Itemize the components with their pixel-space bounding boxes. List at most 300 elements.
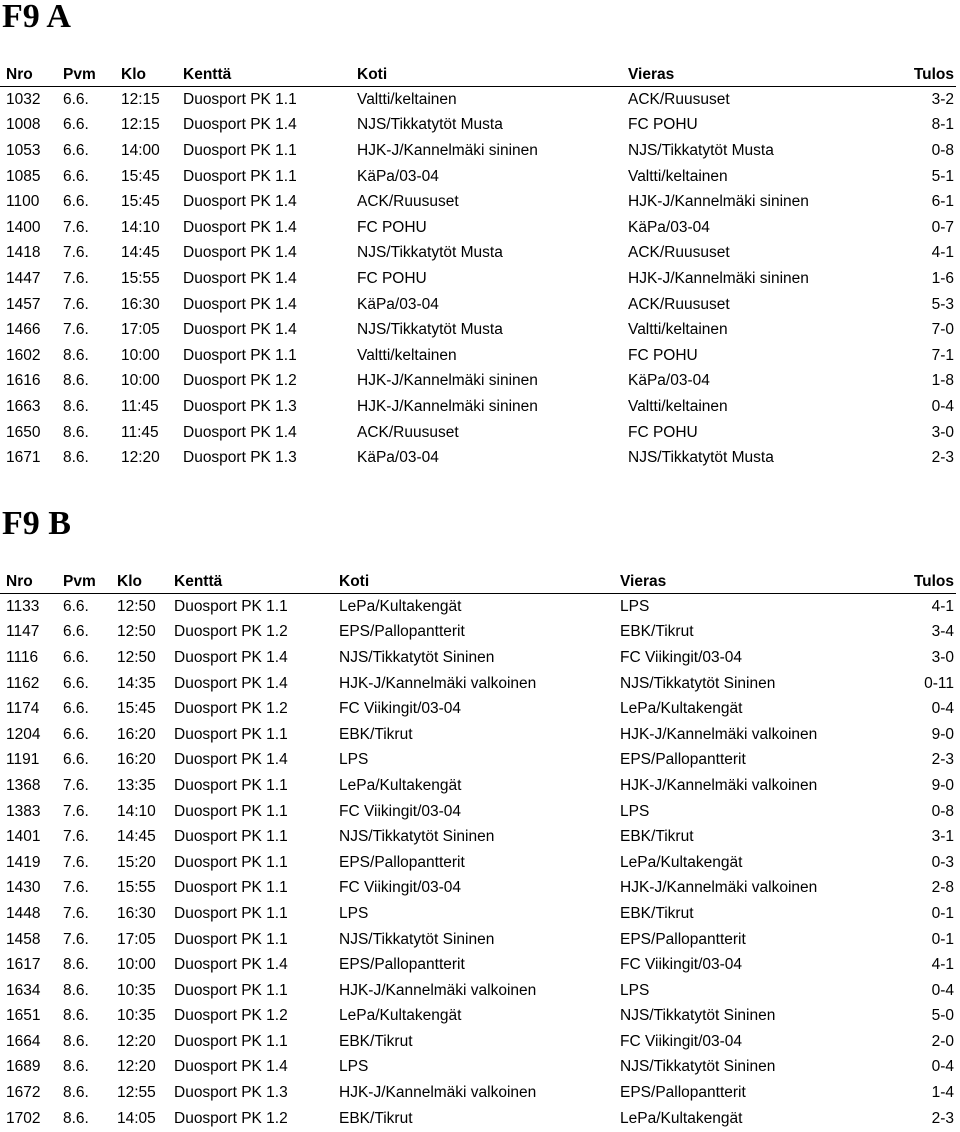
cell-klo: 11:45 (121, 397, 159, 415)
column-header-kentta: Kenttä (177, 63, 351, 87)
cell-klo: 15:20 (117, 853, 156, 871)
cell-klo: 12:50 (117, 623, 156, 641)
cell-vieras: FC POHU (628, 116, 698, 134)
cell-kentta: Duosport PK 1.1 (174, 904, 288, 922)
cell-klo: 16:30 (121, 295, 160, 313)
table-row (0, 215, 956, 241)
column-header-vieras: Vieras (614, 570, 894, 594)
cell-pvm: 8.6. (63, 1058, 89, 1076)
cell-nro: 1116 (6, 648, 39, 666)
cell-vieras: NJS/Tikkatytöt Musta (628, 141, 774, 159)
schedule-table-f9a (0, 63, 956, 471)
cell-vieras: HJK-J/Kannelmäki sininen (628, 269, 809, 287)
cell-kentta: Duosport PK 1.4 (183, 116, 297, 134)
cell-koti: NJS/Tikkatytöt Sininen (339, 648, 495, 666)
table-row (0, 343, 956, 369)
cell-koti: FC Viikingit/03-04 (339, 802, 462, 820)
cell-kentta: Duosport PK 1.1 (174, 776, 288, 794)
cell-klo: 12:15 (121, 90, 160, 108)
cell-kentta: Duosport PK 1.4 (174, 648, 288, 666)
cell-pvm: 7.6. (63, 295, 89, 313)
cell-kentta: Duosport PK 1.1 (174, 853, 288, 871)
cell-kentta: Duosport PK 1.2 (174, 700, 288, 718)
cell-koti: LePa/Kultakengät (339, 597, 462, 615)
column-header-nro: Nro (0, 63, 57, 87)
table-row (0, 1106, 956, 1132)
cell-vieras: NJS/Tikkatytöt Sininen (620, 674, 776, 692)
cell-vieras: KäPa/03-04 (628, 218, 710, 236)
cell-koti: HJK-J/Kannelmäki valkoinen (339, 674, 537, 692)
cell-kentta: Duosport PK 1.1 (174, 1032, 288, 1050)
cell-klo: 14:45 (117, 828, 156, 846)
cell-pvm: 6.6. (63, 597, 89, 615)
cell-tulos: 6-1 (931, 193, 954, 211)
cell-vieras: Valtti/keltainen (628, 321, 728, 339)
cell-kentta: Duosport PK 1.4 (183, 193, 297, 211)
cell-koti: HJK-J/Kannelmäki sininen (357, 141, 538, 159)
cell-koti: FC POHU (357, 218, 427, 236)
table-row (0, 671, 956, 697)
cell-nro: 1663 (6, 397, 41, 415)
table-row (0, 773, 956, 799)
cell-vieras: EBK/Tikrut (620, 904, 694, 922)
cell-kentta: Duosport PK 1.1 (174, 725, 288, 743)
cell-kentta: Duosport PK 1.1 (174, 828, 288, 846)
table-row (0, 927, 956, 953)
cell-tulos: 1-4 (931, 1084, 954, 1102)
cell-pvm: 6.6. (63, 193, 89, 211)
cell-tulos: 2-8 (931, 879, 954, 897)
cell-tulos: 0-4 (931, 1058, 954, 1076)
cell-kentta: Duosport PK 1.1 (174, 597, 288, 615)
cell-tulos: 2-3 (931, 449, 954, 467)
cell-tulos: 2-0 (931, 1032, 954, 1050)
cell-tulos: 3-0 (931, 648, 954, 666)
cell-klo: 10:35 (117, 1007, 156, 1025)
cell-vieras: KäPa/03-04 (628, 372, 710, 390)
cell-koti: EBK/Tikrut (339, 1109, 413, 1127)
cell-pvm: 6.6. (63, 116, 89, 134)
cell-koti: LePa/Kultakengät (339, 776, 462, 794)
cell-klo: 14:00 (121, 141, 160, 159)
cell-klo: 15:55 (117, 879, 156, 897)
cell-pvm: 7.6. (63, 904, 89, 922)
cell-pvm: 6.6. (63, 725, 89, 743)
cell-pvm: 8.6. (63, 1032, 89, 1050)
cell-koti: EPS/Pallopantterit (339, 956, 465, 974)
cell-pvm: 7.6. (63, 828, 89, 846)
table-row (0, 1055, 956, 1081)
cell-kentta: Duosport PK 1.2 (174, 623, 288, 641)
cell-kentta: Duosport PK 1.1 (174, 879, 288, 897)
cell-kentta: Duosport PK 1.4 (174, 751, 288, 769)
cell-tulos: 4-1 (931, 597, 954, 615)
table-row (0, 799, 956, 825)
cell-nro: 1032 (6, 90, 41, 108)
cell-kentta: Duosport PK 1.1 (174, 981, 288, 999)
cell-pvm: 8.6. (63, 1007, 89, 1025)
section-title-f9b: F9 B (2, 505, 71, 542)
cell-kentta: Duosport PK 1.4 (183, 244, 297, 262)
cell-pvm: 7.6. (63, 321, 89, 339)
cell-pvm: 8.6. (63, 449, 89, 467)
cell-klo: 15:55 (121, 269, 160, 287)
cell-nro: 1401 (6, 828, 41, 846)
cell-tulos: 5-0 (931, 1007, 954, 1025)
cell-nro: 1008 (6, 116, 41, 134)
cell-tulos: 0-8 (931, 141, 954, 159)
cell-nro: 1616 (6, 372, 41, 390)
cell-koti: Valtti/keltainen (357, 346, 457, 364)
cell-nro: 1400 (6, 218, 41, 236)
cell-nro: 1602 (6, 346, 41, 364)
cell-klo: 11:45 (121, 423, 159, 441)
table-row (0, 978, 956, 1004)
cell-koti: KäPa/03-04 (357, 167, 439, 185)
cell-pvm: 8.6. (63, 956, 89, 974)
table-row (0, 1004, 956, 1030)
cell-nro: 1100 (6, 193, 40, 211)
cell-pvm: 8.6. (63, 372, 89, 390)
cell-klo: 17:05 (121, 321, 160, 339)
cell-vieras: LePa/Kultakengät (620, 700, 743, 718)
cell-klo: 16:20 (117, 751, 156, 769)
cell-koti: EBK/Tikrut (339, 725, 413, 743)
cell-pvm: 7.6. (63, 930, 89, 948)
cell-kentta: Duosport PK 1.4 (183, 321, 297, 339)
column-header-kentta: Kenttä (168, 570, 333, 594)
cell-koti: LPS (339, 751, 369, 769)
cell-koti: HJK-J/Kannelmäki sininen (357, 372, 538, 390)
column-header-koti: Koti (333, 570, 614, 594)
table-row (0, 1080, 956, 1106)
cell-klo: 12:20 (117, 1058, 156, 1076)
cell-vieras: HJK-J/Kannelmäki valkoinen (620, 879, 818, 897)
cell-kentta: Duosport PK 1.2 (174, 1109, 288, 1127)
cell-koti: LePa/Kultakengät (339, 1007, 462, 1025)
table-row (0, 594, 956, 620)
cell-vieras: EPS/Pallopantterit (620, 751, 746, 769)
cell-klo: 15:45 (121, 167, 160, 185)
column-header-pvm: Pvm (57, 570, 111, 594)
cell-tulos: 0-1 (931, 930, 954, 948)
table-row (0, 445, 956, 471)
table-row (0, 420, 956, 446)
cell-kentta: Duosport PK 1.4 (183, 269, 297, 287)
cell-kentta: Duosport PK 1.4 (183, 423, 297, 441)
cell-vieras: NJS/Tikkatytöt Musta (628, 449, 774, 467)
cell-vieras: Valtti/keltainen (628, 167, 728, 185)
cell-kentta: Duosport PK 1.2 (174, 1007, 288, 1025)
column-header-nro: Nro (0, 570, 57, 594)
table-row (0, 241, 956, 267)
cell-pvm: 8.6. (63, 423, 89, 441)
cell-vieras: EBK/Tikrut (620, 623, 694, 641)
cell-kentta: Duosport PK 1.1 (174, 930, 288, 948)
cell-pvm: 7.6. (63, 218, 89, 236)
table-row (0, 189, 956, 215)
cell-klo: 12:15 (121, 116, 160, 134)
cell-vieras: NJS/Tikkatytöt Sininen (620, 1058, 776, 1076)
cell-nro: 1419 (6, 853, 41, 871)
cell-koti: ACK/Ruususet (357, 423, 459, 441)
cell-kentta: Duosport PK 1.1 (183, 141, 297, 159)
table-row (0, 876, 956, 902)
table-row (0, 901, 956, 927)
cell-vieras: HJK-J/Kannelmäki valkoinen (620, 776, 818, 794)
cell-nro: 1174 (6, 700, 40, 718)
cell-kentta: Duosport PK 1.4 (174, 956, 288, 974)
cell-nro: 1651 (6, 1007, 41, 1025)
cell-nro: 1368 (6, 776, 41, 794)
cell-kentta: Duosport PK 1.3 (174, 1084, 288, 1102)
cell-kentta: Duosport PK 1.1 (183, 167, 297, 185)
table-row (0, 292, 956, 318)
cell-koti: HJK-J/Kannelmäki valkoinen (339, 1084, 537, 1102)
cell-nro: 1191 (6, 751, 40, 769)
table-row (0, 645, 956, 671)
cell-pvm: 6.6. (63, 700, 89, 718)
cell-nro: 1204 (6, 725, 41, 743)
cell-klo: 10:35 (117, 981, 156, 999)
cell-koti: EPS/Pallopantterit (339, 623, 465, 641)
cell-kentta: Duosport PK 1.1 (183, 346, 297, 364)
cell-nro: 1383 (6, 802, 41, 820)
cell-klo: 14:05 (117, 1109, 156, 1127)
table-header-row (0, 63, 956, 87)
cell-koti: EPS/Pallopantterit (339, 853, 465, 871)
cell-tulos: 9-0 (931, 725, 954, 743)
column-header-pvm: Pvm (57, 63, 115, 87)
cell-koti: NJS/Tikkatytöt Musta (357, 244, 503, 262)
cell-tulos: 0-3 (931, 853, 954, 871)
cell-koti: FC Viikingit/03-04 (339, 700, 462, 718)
cell-tulos: 0-4 (931, 700, 954, 718)
cell-koti: ACK/Ruususet (357, 193, 459, 211)
cell-kentta: Duosport PK 1.4 (174, 1058, 288, 1076)
cell-nro: 1448 (6, 904, 41, 922)
cell-koti: EBK/Tikrut (339, 1032, 413, 1050)
cell-pvm: 8.6. (63, 1109, 89, 1127)
cell-nro: 1447 (6, 269, 41, 287)
cell-tulos: 0-11 (924, 674, 954, 692)
table-row (0, 394, 956, 420)
cell-nro: 1418 (6, 244, 41, 262)
cell-pvm: 7.6. (63, 802, 89, 820)
cell-koti: HJK-J/Kannelmäki sininen (357, 397, 538, 415)
cell-nro: 1162 (6, 674, 40, 692)
table-row (0, 824, 956, 850)
cell-tulos: 1-6 (931, 269, 954, 287)
cell-pvm: 6.6. (63, 90, 89, 108)
column-header-klo: Klo (115, 63, 177, 87)
cell-koti: FC Viikingit/03-04 (339, 879, 462, 897)
cell-tulos: 0-1 (931, 904, 954, 922)
table-row (0, 696, 956, 722)
schedule-table-f9b (0, 570, 956, 1131)
cell-klo: 15:45 (121, 193, 160, 211)
cell-pvm: 8.6. (63, 981, 89, 999)
cell-pvm: 6.6. (63, 674, 89, 692)
cell-tulos: 2-3 (931, 751, 954, 769)
cell-nro: 1457 (6, 295, 41, 313)
column-header-koti: Koti (351, 63, 622, 87)
cell-vieras: LePa/Kultakengät (620, 1109, 743, 1127)
column-header-tulos: Tulos (891, 63, 956, 87)
table-row (0, 113, 956, 139)
table-row (0, 266, 956, 292)
cell-klo: 16:20 (117, 725, 156, 743)
cell-pvm: 7.6. (63, 879, 89, 897)
table-row (0, 164, 956, 190)
cell-klo: 14:10 (117, 802, 156, 820)
cell-kentta: Duosport PK 1.4 (174, 674, 288, 692)
cell-tulos: 8-1 (931, 116, 954, 134)
cell-klo: 12:20 (121, 449, 160, 467)
cell-koti: HJK-J/Kannelmäki valkoinen (339, 981, 537, 999)
cell-pvm: 8.6. (63, 1084, 89, 1102)
cell-klo: 14:35 (117, 674, 156, 692)
cell-koti: KäPa/03-04 (357, 449, 439, 467)
cell-tulos: 2-3 (931, 1109, 954, 1127)
table-row (0, 952, 956, 978)
cell-vieras: EBK/Tikrut (620, 828, 694, 846)
cell-tulos: 4-1 (931, 956, 954, 974)
cell-klo: 15:45 (117, 700, 156, 718)
cell-koti: LPS (339, 1058, 369, 1076)
cell-koti: Valtti/keltainen (357, 90, 457, 108)
cell-nro: 1650 (6, 423, 41, 441)
cell-nro: 1085 (6, 167, 41, 185)
cell-klo: 12:50 (117, 648, 156, 666)
cell-tulos: 3-1 (931, 828, 954, 846)
cell-vieras: FC POHU (628, 423, 698, 441)
cell-pvm: 7.6. (63, 776, 89, 794)
cell-tulos: 4-1 (931, 244, 954, 262)
cell-vieras: EPS/Pallopantterit (620, 930, 746, 948)
cell-pvm: 7.6. (63, 853, 89, 871)
cell-klo: 10:00 (121, 346, 160, 364)
cell-vieras: ACK/Ruususet (628, 295, 730, 313)
cell-pvm: 6.6. (63, 623, 89, 641)
cell-vieras: HJK-J/Kannelmäki valkoinen (620, 725, 818, 743)
cell-koti: NJS/Tikkatytöt Sininen (339, 828, 495, 846)
cell-kentta: Duosport PK 1.3 (183, 449, 297, 467)
table-row (0, 748, 956, 774)
cell-tulos: 1-8 (931, 372, 954, 390)
cell-kentta: Duosport PK 1.1 (183, 90, 297, 108)
cell-koti: NJS/Tikkatytöt Musta (357, 321, 503, 339)
cell-tulos: 5-1 (931, 167, 954, 185)
cell-vieras: LPS (620, 597, 650, 615)
cell-tulos: 7-0 (931, 321, 954, 339)
cell-tulos: 5-3 (931, 295, 954, 313)
cell-kentta: Duosport PK 1.1 (174, 802, 288, 820)
cell-klo: 10:00 (117, 956, 156, 974)
table-row (0, 138, 956, 164)
cell-klo: 12:20 (117, 1032, 156, 1050)
cell-klo: 14:10 (121, 218, 160, 236)
cell-nro: 1702 (6, 1109, 41, 1127)
cell-pvm: 6.6. (63, 141, 89, 159)
cell-pvm: 8.6. (63, 397, 89, 415)
cell-nro: 1689 (6, 1058, 41, 1076)
cell-vieras: NJS/Tikkatytöt Sininen (620, 1007, 776, 1025)
cell-pvm: 6.6. (63, 751, 89, 769)
table-row (0, 1029, 956, 1055)
cell-koti: LPS (339, 904, 369, 922)
cell-tulos: 3-0 (931, 423, 954, 441)
cell-pvm: 8.6. (63, 346, 89, 364)
cell-tulos: 0-4 (931, 981, 954, 999)
cell-nro: 1430 (6, 879, 41, 897)
cell-koti: NJS/Tikkatytöt Sininen (339, 930, 495, 948)
cell-koti: FC POHU (357, 269, 427, 287)
cell-nro: 1133 (6, 597, 40, 615)
cell-kentta: Duosport PK 1.3 (183, 397, 297, 415)
cell-nro: 1147 (6, 623, 40, 641)
cell-tulos: 3-2 (931, 90, 954, 108)
cell-vieras: FC POHU (628, 346, 698, 364)
column-header-vieras: Vieras (622, 63, 891, 87)
cell-vieras: LePa/Kultakengät (620, 853, 743, 871)
table-row (0, 722, 956, 748)
cell-klo: 13:35 (117, 776, 156, 794)
cell-klo: 14:45 (121, 244, 160, 262)
cell-klo: 16:30 (117, 904, 156, 922)
cell-koti: KäPa/03-04 (357, 295, 439, 313)
cell-vieras: ACK/Ruususet (628, 244, 730, 262)
cell-koti: NJS/Tikkatytöt Musta (357, 116, 503, 134)
cell-klo: 12:50 (117, 597, 156, 615)
cell-pvm: 7.6. (63, 244, 89, 262)
cell-kentta: Duosport PK 1.2 (183, 372, 297, 390)
cell-vieras: LPS (620, 802, 650, 820)
table-row (0, 369, 956, 395)
cell-vieras: LPS (620, 981, 650, 999)
column-header-klo: Klo (111, 570, 168, 594)
cell-klo: 17:05 (117, 930, 156, 948)
cell-vieras: FC Viikingit/03-04 (620, 648, 743, 666)
cell-tulos: 0-4 (931, 397, 954, 415)
cell-pvm: 7.6. (63, 269, 89, 287)
cell-nro: 1634 (6, 981, 41, 999)
cell-nro: 1466 (6, 321, 41, 339)
cell-tulos: 7-1 (931, 346, 954, 364)
table-row (0, 87, 956, 113)
section-title-f9a: F9 A (2, 0, 71, 35)
cell-nro: 1617 (6, 956, 41, 974)
cell-nro: 1664 (6, 1032, 41, 1050)
cell-tulos: 0-8 (931, 802, 954, 820)
cell-kentta: Duosport PK 1.4 (183, 218, 297, 236)
cell-pvm: 6.6. (63, 167, 89, 185)
cell-kentta: Duosport PK 1.4 (183, 295, 297, 313)
table-header-row (0, 570, 956, 594)
cell-nro: 1458 (6, 930, 41, 948)
table-row (0, 620, 956, 646)
cell-vieras: FC Viikingit/03-04 (620, 1032, 743, 1050)
cell-vieras: Valtti/keltainen (628, 397, 728, 415)
cell-nro: 1053 (6, 141, 41, 159)
cell-klo: 10:00 (121, 372, 160, 390)
cell-pvm: 6.6. (63, 648, 89, 666)
cell-tulos: 0-7 (931, 218, 954, 236)
cell-vieras: EPS/Pallopantterit (620, 1084, 746, 1102)
cell-nro: 1672 (6, 1084, 41, 1102)
cell-nro: 1671 (6, 449, 41, 467)
cell-klo: 12:55 (117, 1084, 156, 1102)
